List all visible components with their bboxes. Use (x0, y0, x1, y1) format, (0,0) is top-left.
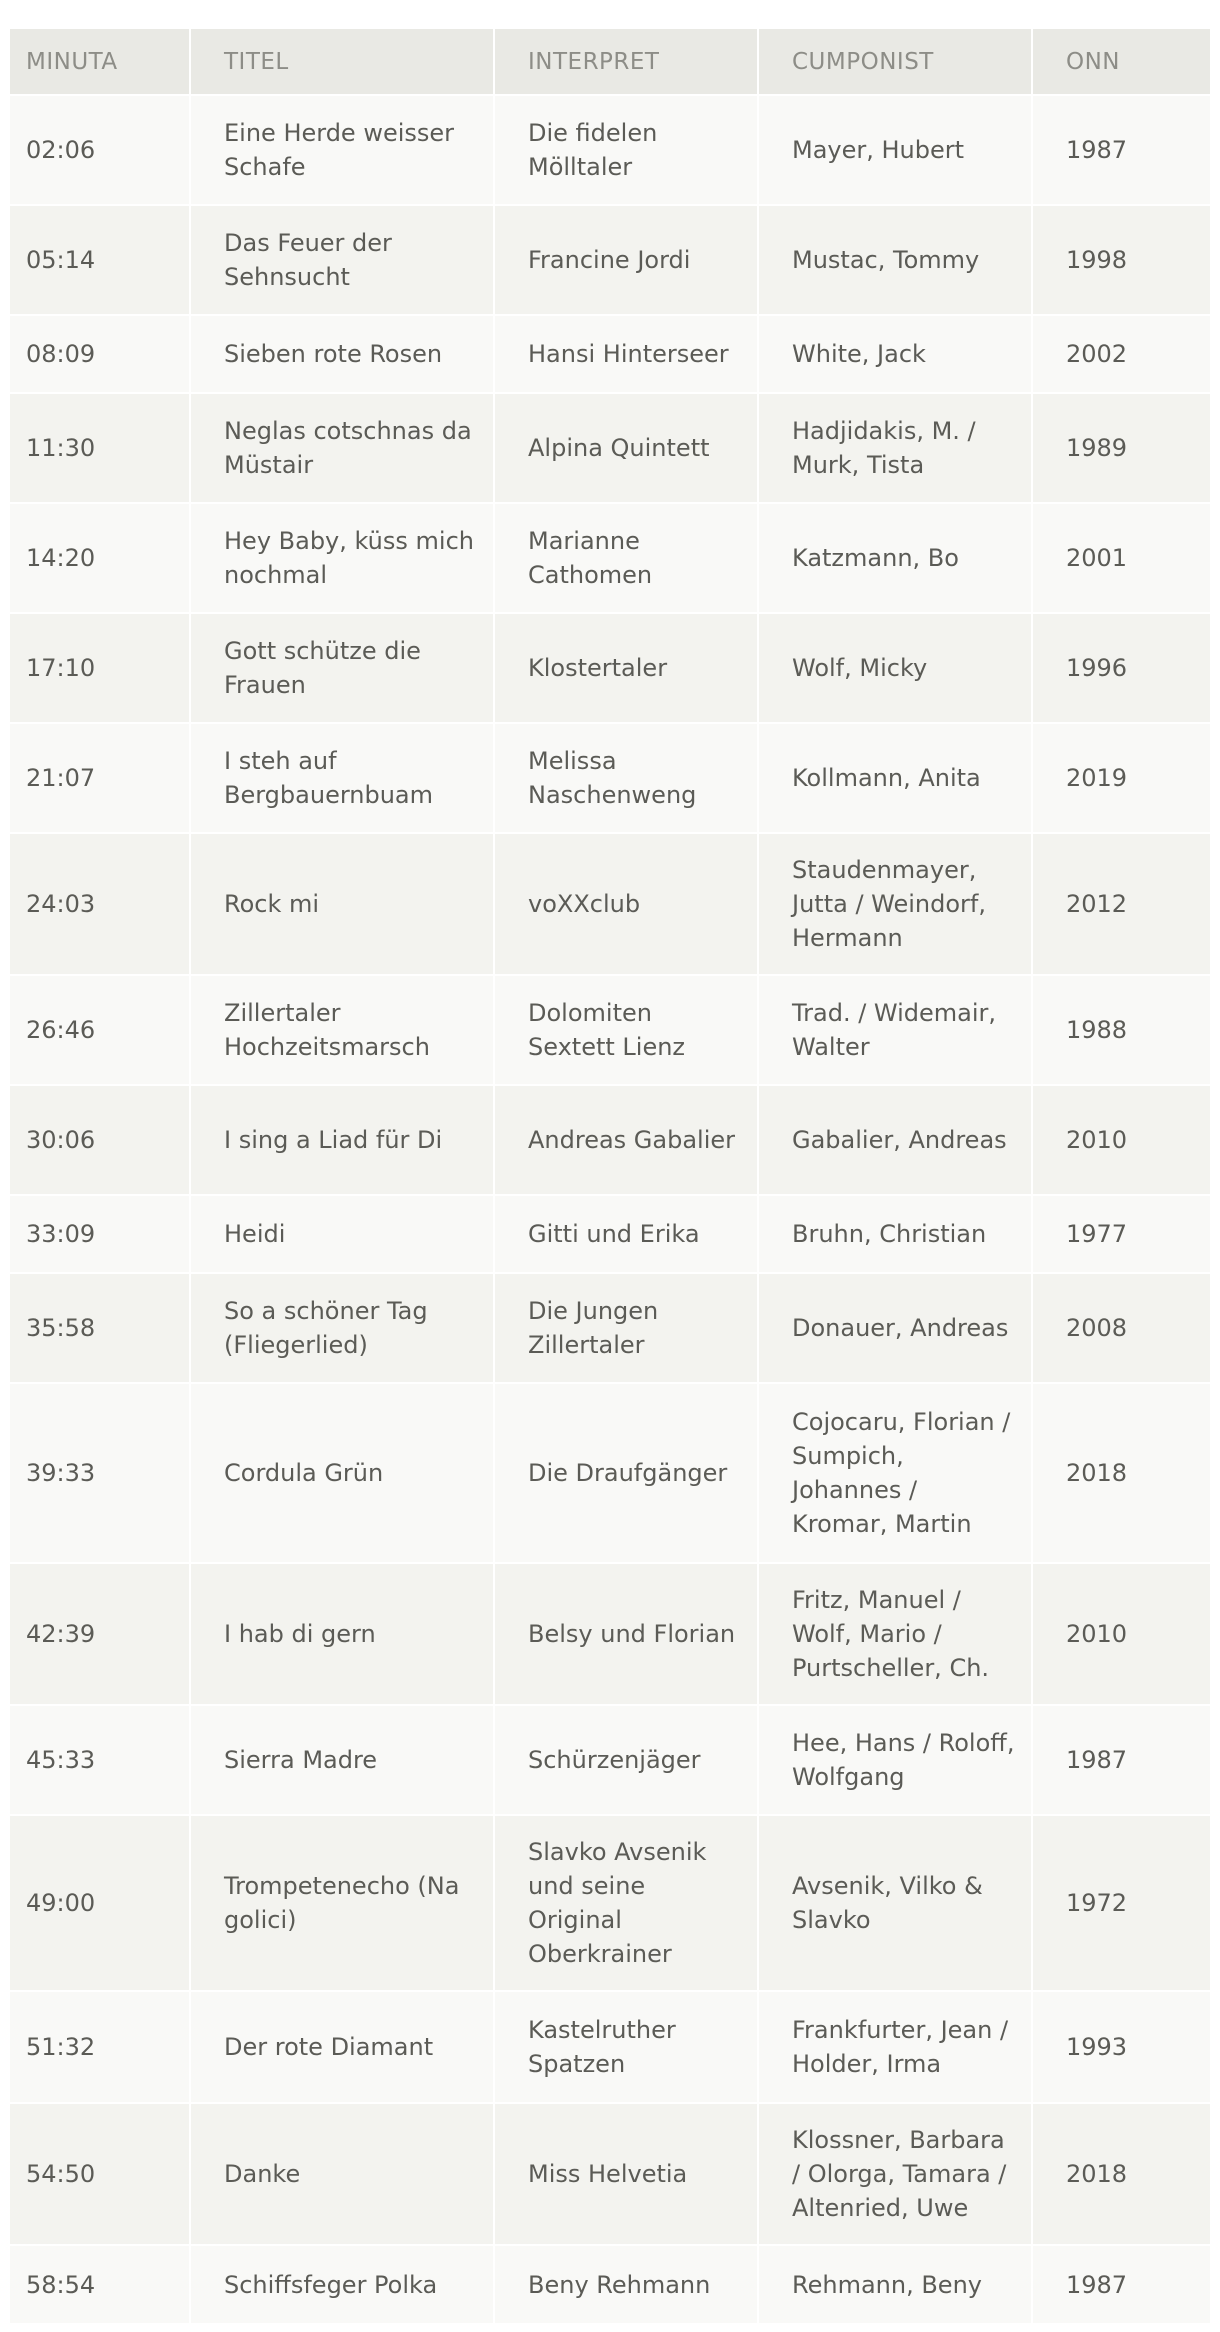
cell-onn: 1987 (1032, 2245, 1210, 2323)
cell-titel: I sing a Liad für Di (190, 1085, 494, 1195)
cell-titel: Zillertaler Hochzeitsmarsch (190, 975, 494, 1085)
cell-cumponist: Hadjidakis, M. / Murk, Tista (758, 393, 1032, 503)
cell-interpret: Kastelruther Spatzen (494, 1991, 758, 2103)
table-row (10, 1195, 1210, 1273)
cell-minuta: 42:39 (10, 1563, 190, 1705)
cell-onn: 2010 (1032, 1085, 1210, 1195)
table-body (10, 95, 1210, 2323)
cell-interpret: Beny Rehmann (494, 2245, 758, 2323)
cell-minuta: 08:09 (10, 315, 190, 393)
table-row (10, 1383, 1210, 1563)
cell-interpret: Francine Jordi (494, 205, 758, 315)
cell-interpret: Dolomiten Sextett Lienz (494, 975, 758, 1085)
cell-titel: Das Feuer der Sehnsucht (190, 205, 494, 315)
cell-interpret: Die fidelen Mölltaler (494, 95, 758, 205)
cell-titel: So a schöner Tag (Fliegerlied) (190, 1273, 494, 1383)
cell-titel: Sieben rote Rosen (190, 315, 494, 393)
playlist-container (10, 29, 1210, 2323)
table-row (10, 393, 1210, 503)
cell-onn: 1987 (1032, 1705, 1210, 1815)
cell-onn: 1993 (1032, 1991, 1210, 2103)
cell-cumponist: Rehmann, Beny (758, 2245, 1032, 2323)
cell-minuta: 45:33 (10, 1705, 190, 1815)
cell-interpret: Belsy und Florian (494, 1563, 758, 1705)
header-titel: TITEL (190, 29, 494, 95)
cell-interpret: voXXclub (494, 833, 758, 975)
cell-titel: Danke (190, 2103, 494, 2245)
cell-cumponist: Klossner, Barbara / Olorga, Tamara / Altenried, Uwe (758, 2103, 1032, 2245)
cell-cumponist: Trad. / Widemair, Walter (758, 975, 1032, 1085)
header-row (10, 29, 1210, 95)
cell-onn: 2018 (1032, 2103, 1210, 2245)
table-row (10, 975, 1210, 1085)
cell-cumponist: Mayer, Hubert (758, 95, 1032, 205)
cell-cumponist: Hee, Hans / Roloff, Wolfgang (758, 1705, 1032, 1815)
table-row (10, 833, 1210, 975)
cell-onn: 1987 (1032, 95, 1210, 205)
table-row (10, 1273, 1210, 1383)
cell-cumponist: Kollmann, Anita (758, 723, 1032, 833)
cell-minuta: 51:32 (10, 1991, 190, 2103)
table-row (10, 1085, 1210, 1195)
cell-interpret: Hansi Hinterseer (494, 315, 758, 393)
cell-titel: Hey Baby, küss mich nochmal (190, 503, 494, 613)
table-row (10, 315, 1210, 393)
cell-onn: 1996 (1032, 613, 1210, 723)
cell-titel: Eine Herde weisser Schafe (190, 95, 494, 205)
cell-minuta: 35:58 (10, 1273, 190, 1383)
cell-onn: 1989 (1032, 393, 1210, 503)
cell-interpret: Andreas Gabalier (494, 1085, 758, 1195)
cell-interpret: Die Draufgänger (494, 1383, 758, 1563)
cell-cumponist: Staudenmayer, Jutta / Weindorf, Hermann (758, 833, 1032, 975)
cell-cumponist: Donauer, Andreas (758, 1273, 1032, 1383)
cell-onn: 2019 (1032, 723, 1210, 833)
cell-onn: 1972 (1032, 1815, 1210, 1991)
cell-interpret: Klostertaler (494, 613, 758, 723)
cell-interpret: Die Jungen Zillertaler (494, 1273, 758, 1383)
cell-cumponist: Cojocaru, Florian / Sumpich, Johannes / Kromar, Martin (758, 1383, 1032, 1563)
cell-cumponist: Gabalier, Andreas (758, 1085, 1032, 1195)
cell-minuta: 39:33 (10, 1383, 190, 1563)
cell-titel: Trompetenecho (Na golici) (190, 1815, 494, 1991)
cell-titel: Heidi (190, 1195, 494, 1273)
table-row (10, 95, 1210, 205)
cell-minuta: 11:30 (10, 393, 190, 503)
table-row (10, 1563, 1210, 1705)
table-row (10, 1815, 1210, 1991)
cell-titel: Der rote Diamant (190, 1991, 494, 2103)
cell-minuta: 49:00 (10, 1815, 190, 1991)
table-row (10, 2103, 1210, 2245)
table-row (10, 205, 1210, 315)
cell-onn: 2001 (1032, 503, 1210, 613)
cell-minuta: 21:07 (10, 723, 190, 833)
cell-titel: Schiffsfeger Polka (190, 2245, 494, 2323)
cell-minuta: 02:06 (10, 95, 190, 205)
cell-minuta: 30:06 (10, 1085, 190, 1195)
cell-interpret: Gitti und Erika (494, 1195, 758, 1273)
cell-onn: 1988 (1032, 975, 1210, 1085)
cell-titel: I steh auf Bergbauernbuam (190, 723, 494, 833)
cell-titel: Cordula Grün (190, 1383, 494, 1563)
table-row (10, 1705, 1210, 1815)
cell-minuta: 58:54 (10, 2245, 190, 2323)
cell-interpret: Miss Helvetia (494, 2103, 758, 2245)
cell-cumponist: Katzmann, Bo (758, 503, 1032, 613)
table-row (10, 2245, 1210, 2323)
cell-minuta: 33:09 (10, 1195, 190, 1273)
header-cumponist: CUMPONIST (758, 29, 1032, 95)
cell-interpret: Alpina Quintett (494, 393, 758, 503)
header-onn: ONN (1032, 29, 1210, 95)
table-header (10, 29, 1210, 95)
table-row (10, 613, 1210, 723)
playlist-table (10, 29, 1210, 2323)
cell-minuta: 54:50 (10, 2103, 190, 2245)
cell-titel: Rock mi (190, 833, 494, 975)
cell-titel: I hab di gern (190, 1563, 494, 1705)
cell-titel: Neglas cotschnas da Müstair (190, 393, 494, 503)
cell-onn: 2012 (1032, 833, 1210, 975)
header-interpret: INTERPRET (494, 29, 758, 95)
cell-titel: Sierra Madre (190, 1705, 494, 1815)
table-row (10, 503, 1210, 613)
cell-onn: 2008 (1032, 1273, 1210, 1383)
cell-onn: 2010 (1032, 1563, 1210, 1705)
cell-onn: 2018 (1032, 1383, 1210, 1563)
cell-minuta: 05:14 (10, 205, 190, 315)
cell-minuta: 17:10 (10, 613, 190, 723)
cell-minuta: 14:20 (10, 503, 190, 613)
table-row (10, 1991, 1210, 2103)
cell-titel: Gott schütze die Frauen (190, 613, 494, 723)
cell-cumponist: Fritz, Manuel / Wolf, Mario / Purtscheller, Ch. (758, 1563, 1032, 1705)
header-minuta: MINUTA (10, 29, 190, 95)
cell-cumponist: Avsenik, Vilko & Slavko (758, 1815, 1032, 1991)
cell-minuta: 24:03 (10, 833, 190, 975)
cell-cumponist: Bruhn, Christian (758, 1195, 1032, 1273)
cell-interpret: Schürzenjäger (494, 1705, 758, 1815)
cell-onn: 2002 (1032, 315, 1210, 393)
cell-cumponist: Frankfurter, Jean / Holder, Irma (758, 1991, 1032, 2103)
cell-minuta: 26:46 (10, 975, 190, 1085)
cell-onn: 1977 (1032, 1195, 1210, 1273)
cell-interpret: Slavko Avsenik und seine Original Oberkrainer (494, 1815, 758, 1991)
cell-onn: 1998 (1032, 205, 1210, 315)
cell-cumponist: Mustac, Tommy (758, 205, 1032, 315)
table-row (10, 723, 1210, 833)
cell-interpret: Melissa Naschenweng (494, 723, 758, 833)
cell-interpret: Marianne Cathomen (494, 503, 758, 613)
cell-cumponist: Wolf, Micky (758, 613, 1032, 723)
cell-cumponist: White, Jack (758, 315, 1032, 393)
